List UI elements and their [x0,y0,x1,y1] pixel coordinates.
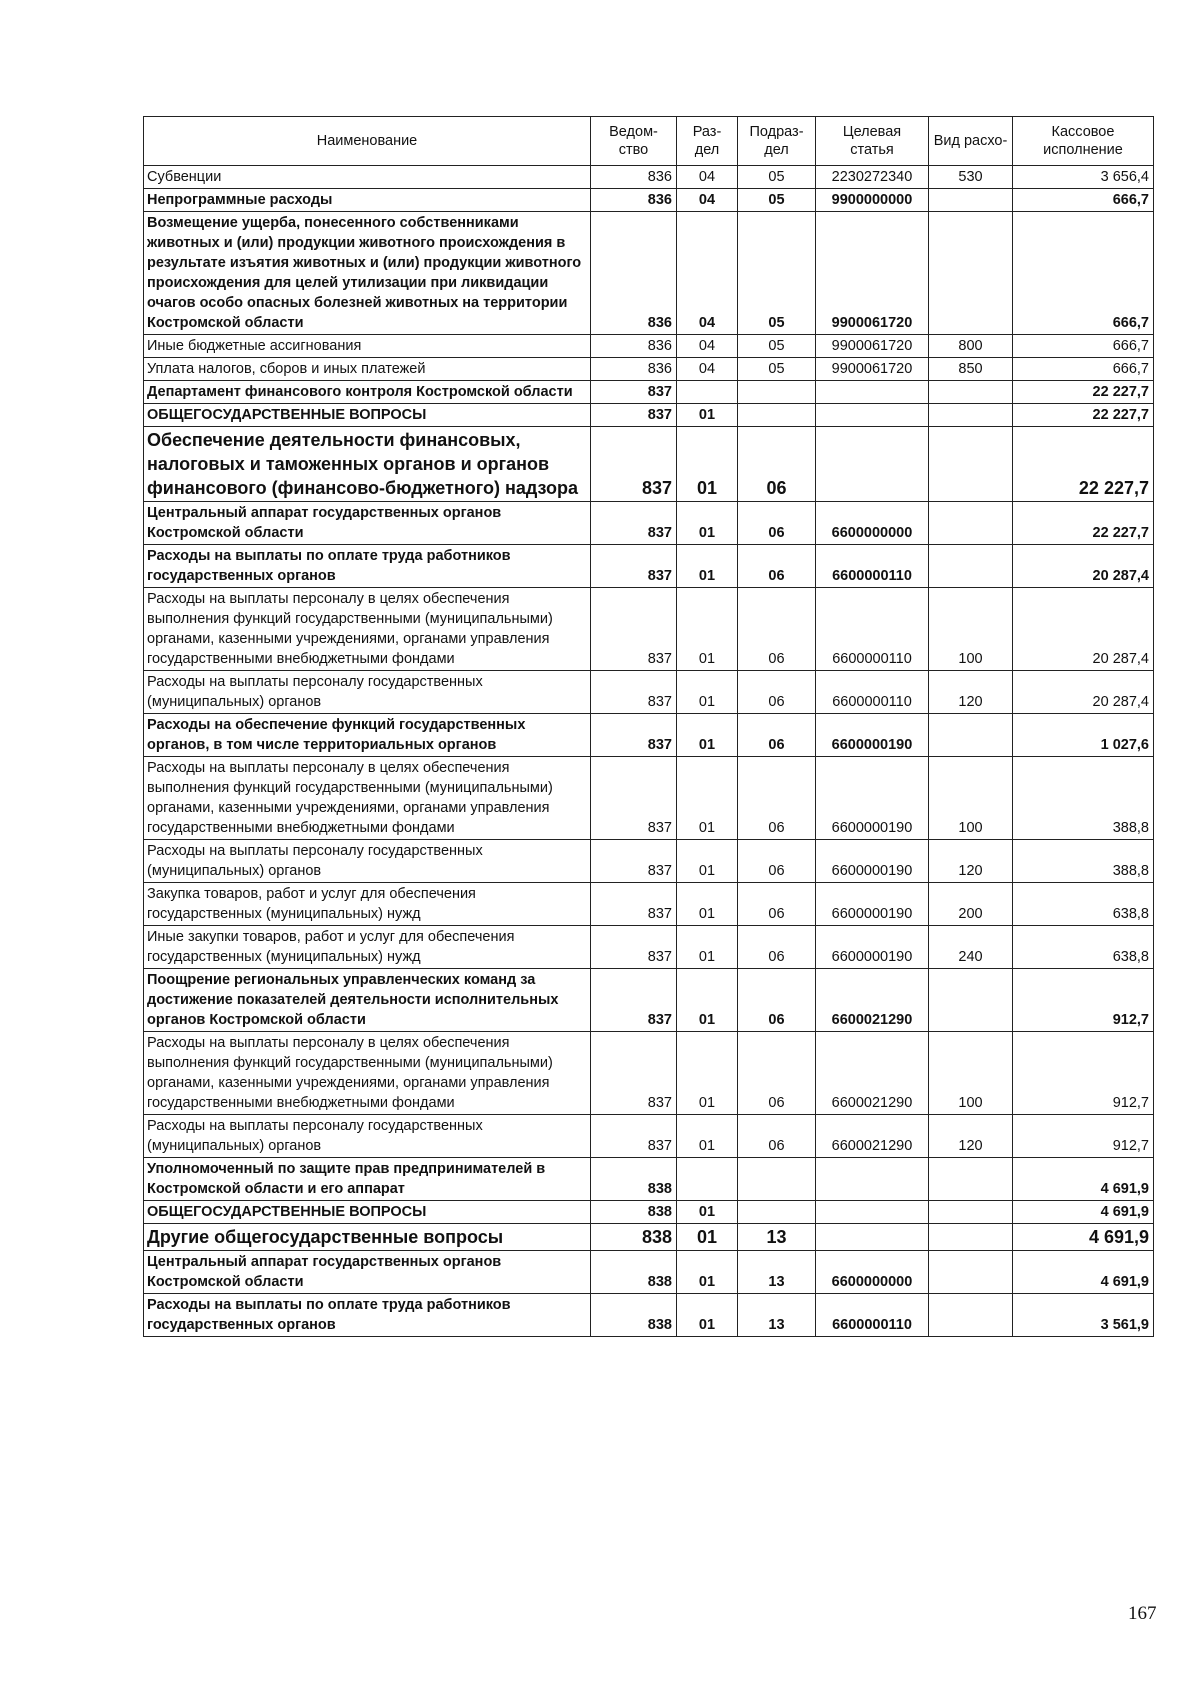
row-kass: 4 691,9 [1013,1158,1154,1201]
row-podrazdel [738,1201,816,1224]
row-ved: 837 [591,840,677,883]
row-razdel: 01 [677,883,738,926]
row-razdel [677,381,738,404]
table-row [144,404,1154,427]
row-vid: 530 [929,166,1013,189]
row-vid: 120 [929,671,1013,714]
row-vid [929,427,1013,502]
row-name: Субвенции [144,166,591,189]
row-name: Иные закупки товаров, работ и услуг для обеспечения государственных (муниципальных) нужд [144,926,591,969]
table-row [144,926,1154,969]
row-podrazdel: 06 [738,545,816,588]
row-kass: 4 691,9 [1013,1251,1154,1294]
row-kass: 638,8 [1013,883,1154,926]
row-kass: 20 287,4 [1013,545,1154,588]
row-kass: 638,8 [1013,926,1154,969]
row-ved: 837 [591,545,677,588]
row-name: Расходы на выплаты персоналу в целях обеспечения выполнения функций государственными (муниципальными) органами, казенными учреждениями, органами управления государственными внебюджетными фондами [144,757,591,840]
row-razdel [677,1158,738,1201]
row-ved: 838 [591,1294,677,1337]
row-cel: 6600000110 [816,1294,929,1337]
row-vid [929,714,1013,757]
row-ved: 837 [591,671,677,714]
row-ved: 838 [591,1224,677,1251]
row-ved: 837 [591,969,677,1032]
row-vid [929,189,1013,212]
row-podrazdel: 06 [738,883,816,926]
row-vid: 120 [929,840,1013,883]
row-razdel: 01 [677,1294,738,1337]
table-row [144,1201,1154,1224]
row-kass: 4 691,9 [1013,1201,1154,1224]
row-cel: 6600000190 [816,926,929,969]
row-podrazdel: 06 [738,926,816,969]
row-name: Расходы на выплаты персоналу государственных (муниципальных) органов [144,671,591,714]
row-cel [816,381,929,404]
row-razdel: 01 [677,1251,738,1294]
row-cel: 6600000190 [816,757,929,840]
row-ved: 837 [591,404,677,427]
row-kass: 666,7 [1013,189,1154,212]
row-kass: 912,7 [1013,1115,1154,1158]
row-razdel: 01 [677,757,738,840]
table-row [144,1224,1154,1251]
row-ved: 836 [591,166,677,189]
table-row [144,427,1154,502]
budget-execution-table [143,116,1154,1337]
header-podrazdel: Подраз-дел [738,117,816,166]
row-razdel: 01 [677,404,738,427]
row-kass: 1 027,6 [1013,714,1154,757]
row-vid [929,212,1013,335]
row-vid: 240 [929,926,1013,969]
row-razdel: 04 [677,212,738,335]
row-razdel: 01 [677,502,738,545]
row-podrazdel: 05 [738,189,816,212]
row-cel [816,1158,929,1201]
row-podrazdel: 06 [738,1032,816,1115]
row-cel [816,427,929,502]
row-ved: 836 [591,358,677,381]
row-podrazdel: 05 [738,166,816,189]
row-podrazdel: 13 [738,1294,816,1337]
row-razdel: 01 [677,926,738,969]
table-row [144,588,1154,671]
row-razdel: 01 [677,1201,738,1224]
row-vid [929,1158,1013,1201]
row-vid [929,969,1013,1032]
row-ved: 837 [591,502,677,545]
row-razdel: 01 [677,1032,738,1115]
row-vid [929,545,1013,588]
table-row [144,1294,1154,1337]
row-vid: 120 [929,1115,1013,1158]
row-vid: 100 [929,1032,1013,1115]
header-cel: Целевая статья [816,117,929,166]
row-name: Расходы на выплаты персоналу в целях обеспечения выполнения функций государственными (муниципальными) органами, казенными учреждениями, органами управления государственными внебюджетными фондами [144,588,591,671]
row-vid: 850 [929,358,1013,381]
row-ved: 836 [591,335,677,358]
row-podrazdel: 13 [738,1224,816,1251]
table-row [144,840,1154,883]
row-podrazdel [738,381,816,404]
table-row [144,969,1154,1032]
row-cel [816,404,929,427]
table-row [144,335,1154,358]
row-ved: 837 [591,381,677,404]
row-name: ОБЩЕГОСУДАРСТВЕННЫЕ ВОПРОСЫ [144,1201,591,1224]
row-name: Расходы на выплаты персоналу в целях обеспечения выполнения функций государственными (муниципальными) органами, казенными учреждениями, органами управления государственными внебюджетными фондами [144,1032,591,1115]
row-cel: 9900061720 [816,358,929,381]
table-row [144,714,1154,757]
row-kass: 912,7 [1013,969,1154,1032]
row-podrazdel: 06 [738,588,816,671]
row-cel: 9900061720 [816,212,929,335]
row-cel [816,1201,929,1224]
row-kass: 3 561,9 [1013,1294,1154,1337]
row-vid [929,381,1013,404]
row-razdel: 01 [677,840,738,883]
row-razdel: 04 [677,189,738,212]
row-podrazdel: 05 [738,335,816,358]
row-podrazdel: 06 [738,1115,816,1158]
row-ved: 837 [591,714,677,757]
row-razdel: 01 [677,1115,738,1158]
row-cel: 6600000190 [816,883,929,926]
table-row [144,1032,1154,1115]
row-ved: 837 [591,427,677,502]
row-name: Департамент финансового контроля Костромской области [144,381,591,404]
row-name: Уплата налогов, сборов и иных платежей [144,358,591,381]
table-row [144,1158,1154,1201]
row-razdel: 01 [677,969,738,1032]
row-cel: 6600021290 [816,1115,929,1158]
row-vid: 100 [929,588,1013,671]
row-name: Расходы на обеспечение функций государственных органов, в том числе территориальных органов [144,714,591,757]
row-kass: 22 227,7 [1013,404,1154,427]
row-cel [816,1224,929,1251]
row-kass: 388,8 [1013,840,1154,883]
table-row [144,381,1154,404]
row-podrazdel: 05 [738,212,816,335]
row-cel: 6600000110 [816,588,929,671]
row-podrazdel: 06 [738,502,816,545]
row-podrazdel: 06 [738,969,816,1032]
row-ved: 837 [591,926,677,969]
row-name: Расходы на выплаты по оплате труда работников государственных органов [144,545,591,588]
row-name: Иные бюджетные ассигнования [144,335,591,358]
header-kass: Кассовое исполнение [1013,117,1154,166]
table-header-row [144,117,1154,166]
row-vid [929,1251,1013,1294]
row-kass: 388,8 [1013,757,1154,840]
row-name: Закупка товаров, работ и услуг для обеспечения государственных (муниципальных) нужд [144,883,591,926]
row-podrazdel: 06 [738,714,816,757]
row-ved: 837 [591,757,677,840]
row-cel: 6600000000 [816,502,929,545]
row-ved: 836 [591,189,677,212]
row-razdel: 04 [677,335,738,358]
row-podrazdel: 05 [738,358,816,381]
row-name: Возмещение ущерба, понесенного собственниками животных и (или) продукции животного происхождения в результате изъятия животных и (или) продукции животного происхождения для целей утилизации при ликвидации очагов особо опасных болезней животных на территории Костромской области [144,212,591,335]
row-podrazdel: 06 [738,840,816,883]
row-razdel: 01 [677,588,738,671]
row-cel: 9900061720 [816,335,929,358]
row-cel: 6600021290 [816,969,929,1032]
row-kass: 20 287,4 [1013,588,1154,671]
row-podrazdel: 13 [738,1251,816,1294]
row-name: ОБЩЕГОСУДАРСТВЕННЫЕ ВОПРОСЫ [144,404,591,427]
row-podrazdel [738,404,816,427]
row-cel: 2230272340 [816,166,929,189]
table-row [144,1251,1154,1294]
row-razdel: 04 [677,166,738,189]
table-row [144,1115,1154,1158]
table-row [144,189,1154,212]
row-name: Обеспечение деятельности финансовых, налоговых и таможенных органов и органов финансового (финансово-бюджетного) надзора [144,427,591,502]
row-cel: 6600000110 [816,545,929,588]
row-razdel: 01 [677,545,738,588]
table-row [144,166,1154,189]
row-name: Расходы на выплаты по оплате труда работников государственных органов [144,1294,591,1337]
row-kass: 666,7 [1013,212,1154,335]
row-cel: 6600021290 [816,1032,929,1115]
row-vid: 200 [929,883,1013,926]
page-number: 167 [1128,1603,1157,1624]
table-row [144,545,1154,588]
row-kass: 912,7 [1013,1032,1154,1115]
row-razdel: 01 [677,427,738,502]
table-row [144,358,1154,381]
row-name: Другие общегосударственные вопросы [144,1224,591,1251]
row-cel: 6600000190 [816,714,929,757]
row-kass: 666,7 [1013,335,1154,358]
row-vid [929,1224,1013,1251]
row-ved: 837 [591,1115,677,1158]
row-ved: 837 [591,1032,677,1115]
row-ved: 837 [591,883,677,926]
header-vid: Вид расхо- [929,117,1013,166]
row-podrazdel: 06 [738,427,816,502]
table-body [144,166,1154,1337]
row-vid [929,1201,1013,1224]
header-ved: Ведом-ство [591,117,677,166]
row-ved: 838 [591,1251,677,1294]
row-ved: 838 [591,1158,677,1201]
table-row [144,502,1154,545]
row-podrazdel [738,1158,816,1201]
table-row [144,883,1154,926]
row-name: Центральный аппарат государственных органов Костромской области [144,1251,591,1294]
row-razdel: 04 [677,358,738,381]
row-name: Непрограммные расходы [144,189,591,212]
row-cel: 9900000000 [816,189,929,212]
row-name: Расходы на выплаты персоналу государственных (муниципальных) органов [144,1115,591,1158]
row-razdel: 01 [677,714,738,757]
row-vid [929,502,1013,545]
row-kass: 3 656,4 [1013,166,1154,189]
row-kass: 22 227,7 [1013,381,1154,404]
row-name: Центральный аппарат государственных органов Костромской области [144,502,591,545]
row-ved: 836 [591,212,677,335]
row-vid: 800 [929,335,1013,358]
row-name: Поощрение региональных управленческих команд за достижение показателей деятельности исполнительных органов Костромской области [144,969,591,1032]
row-kass: 4 691,9 [1013,1224,1154,1251]
table-row [144,671,1154,714]
row-razdel: 01 [677,1224,738,1251]
row-kass: 22 227,7 [1013,502,1154,545]
row-vid [929,404,1013,427]
row-cel: 6600000110 [816,671,929,714]
table-row [144,212,1154,335]
row-name: Расходы на выплаты персоналу государственных (муниципальных) органов [144,840,591,883]
header-name: Наименование [144,117,591,166]
row-kass: 22 227,7 [1013,427,1154,502]
row-razdel: 01 [677,671,738,714]
row-cel: 6600000190 [816,840,929,883]
row-ved: 837 [591,588,677,671]
table-row [144,757,1154,840]
row-kass: 20 287,4 [1013,671,1154,714]
row-name: Уполномоченный по защите прав предпринимателей в Костромской области и его аппарат [144,1158,591,1201]
row-vid [929,1294,1013,1337]
row-kass: 666,7 [1013,358,1154,381]
row-vid: 100 [929,757,1013,840]
header-razdel: Раз-дел [677,117,738,166]
row-cel: 6600000000 [816,1251,929,1294]
row-podrazdel: 06 [738,757,816,840]
row-podrazdel: 06 [738,671,816,714]
row-ved: 838 [591,1201,677,1224]
